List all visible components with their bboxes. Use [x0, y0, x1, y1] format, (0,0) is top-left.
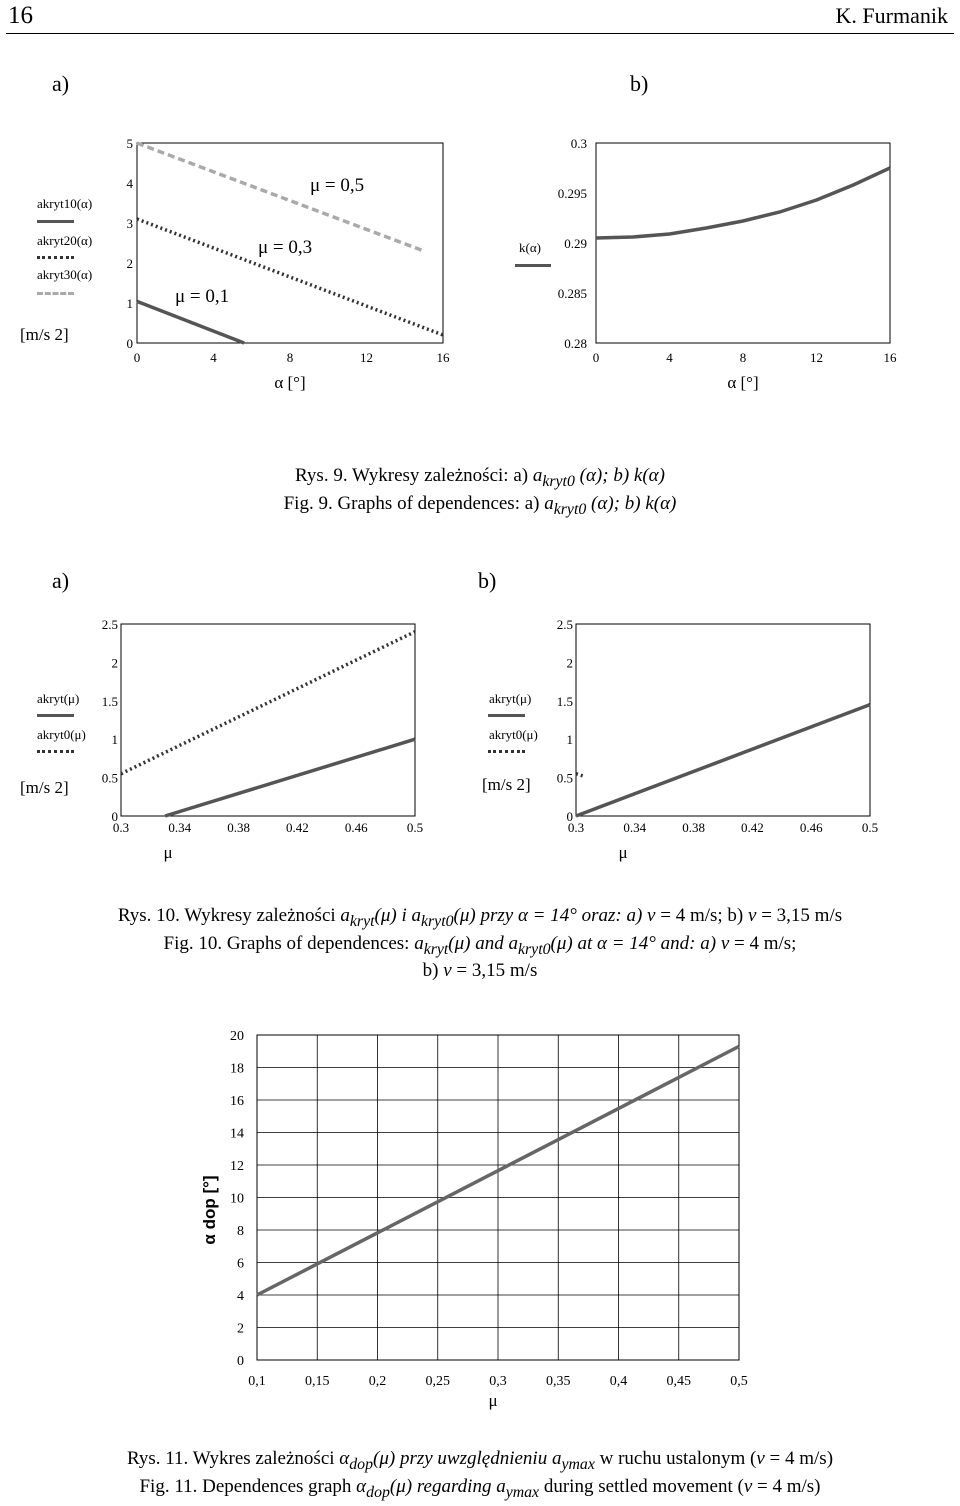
- fig9b-ytick-label: 0.295: [557, 186, 587, 201]
- fig9-caption-pl-mid: (α); b): [574, 465, 634, 486]
- fig9a-ytick-label: 4: [126, 176, 133, 191]
- fig10b-ytick-label: 0: [566, 809, 573, 824]
- c10en-r1: = 4 m/s;: [729, 933, 797, 954]
- fig9b-ytick-label: 0.3: [570, 136, 587, 151]
- legend-label-akryt10: akryt10(α): [37, 196, 93, 211]
- fig10b-xtick-label: 0.42: [741, 820, 764, 835]
- fig11-ytick-label: 6: [237, 1256, 244, 1272]
- fig9a-annotation: μ = 0,3: [258, 237, 313, 258]
- legend-label-akryt-a: akryt(μ): [37, 691, 80, 706]
- c11pl-t1: Rys. 11. Wykres zależności: [126, 1448, 340, 1469]
- fig9a-ytick-label: 3: [126, 216, 133, 231]
- c10en2-t1: b): [422, 960, 444, 981]
- fig11-ytick-label: 14: [230, 1126, 244, 1142]
- fig9a-y-unit-text: [m/s 2]: [20, 325, 69, 344]
- fig10a-ytick-label: 1: [111, 732, 118, 748]
- fig9b-xtick-label: 8: [739, 350, 747, 365]
- c11pl-v: v: [756, 1448, 765, 1469]
- fig10b-series-1-line: [576, 774, 583, 776]
- fig9b-x-axis-label: α [°]: [727, 373, 759, 392]
- c11pl-ys: ymax: [561, 1455, 595, 1473]
- fig9b-ytick-label: 0.29: [564, 236, 587, 251]
- c10en2-r: = 3,15 m/s: [451, 960, 538, 981]
- c11pl-r: w ruchu ustalonym (: [594, 1448, 757, 1469]
- legend-label-akryt0-a: akryt0(μ): [37, 727, 86, 742]
- fig9a-annotation: μ = 0,1: [175, 286, 230, 307]
- fig11-y-label-text: α dop [°]: [200, 1175, 219, 1245]
- fig10a-xtick-label: 0.5: [406, 820, 424, 835]
- c11en-a: α: [356, 1476, 367, 1497]
- fig9-caption-en-k: k(α): [645, 493, 677, 514]
- fig10a-series-0-line: [165, 739, 415, 816]
- fig9a-xtick-label: 4: [210, 350, 217, 365]
- fig9b-xtick-label: 12: [810, 350, 823, 365]
- fig10b-x-axis-label: μ: [618, 843, 628, 862]
- fig9a-xtick-label: 0: [133, 350, 141, 365]
- fig9a-xtick-label: 12: [360, 350, 373, 365]
- c11pl-ay: a: [551, 1448, 562, 1469]
- c11en-v: v: [743, 1476, 753, 1497]
- c10pl-v2: v: [748, 905, 757, 926]
- fig10a-ytick-label: 0.5: [101, 770, 118, 786]
- fig11-xtick-label: 0,25: [425, 1374, 450, 1389]
- page-number: 16: [8, 2, 33, 29]
- fig11-ytick-label: 2: [237, 1321, 244, 1337]
- c10pl-s1: kryt: [349, 912, 375, 930]
- c10en-m2: (μ) at: [550, 933, 598, 954]
- fig10a-xtick-label: 0.42: [286, 820, 309, 835]
- c10en2-v: v: [443, 960, 452, 981]
- c10en-alpha: α = 14° and: a): [597, 933, 721, 954]
- c11pl-m: (μ) przy uwzględnieniu: [373, 1448, 552, 1469]
- fig10a-xtick-label: 0.34: [168, 820, 192, 835]
- c11pl-e: = 4 m/s): [764, 1448, 834, 1469]
- fig9-caption-pl-sub: kryt0: [542, 472, 575, 490]
- fig10a-ytick-label: 2.5: [101, 617, 118, 632]
- fig9-caption-en-prefix: Fig. 9. Graphs of dependences: a): [283, 493, 545, 514]
- fig9a-ytick-label: 5: [126, 136, 133, 151]
- fig11-xtick-label: 0,15: [305, 1374, 330, 1389]
- legend-label-akryt-b: akryt(μ): [489, 691, 532, 706]
- fig9a-xtick-label: 16: [436, 350, 450, 365]
- fig11-ytick-label: 10: [230, 1191, 244, 1207]
- fig9a-ytick-label: 0: [126, 336, 133, 351]
- c10pl-s2: kryt0: [421, 912, 454, 930]
- fig9-caption-en-a: a: [544, 493, 554, 514]
- fig9-caption-pl-prefix: Rys. 9. Wykresy zależności: a): [295, 465, 533, 486]
- fig10b-ytick-label: 2.5: [556, 617, 573, 632]
- c10en-s2: kryt0: [518, 940, 551, 958]
- fig10a-plot-frame: [121, 624, 415, 816]
- legend-label-akryt0-b: akryt0(μ): [489, 727, 538, 742]
- fig9a-annotation: μ = 0,5: [310, 175, 365, 196]
- fig10b-y-unit: [m/s 2]: [482, 775, 531, 794]
- fig9a-series-0-line: [137, 301, 244, 343]
- c11en-t1: Fig. 11. Dependences graph: [139, 1476, 357, 1497]
- fig10a-xtick-label: 0.38: [227, 820, 250, 835]
- c10pl-t1: Rys. 10. Wykresy zależności: [117, 905, 341, 926]
- fig9-caption-en-sub: kryt0: [553, 500, 587, 518]
- fig9b-xtick-label: 0: [592, 350, 600, 365]
- c11en-m: (μ) regarding: [389, 1476, 497, 1497]
- fig10a-y-unit: [m/s 2]: [20, 778, 69, 797]
- legend-label-k: k(α): [519, 240, 541, 255]
- fig10b-xtick-label: 0.3: [567, 820, 585, 835]
- c10pl-m2: (μ) przy: [453, 905, 518, 926]
- fig9-panel-a-letter: a): [52, 71, 70, 96]
- fig10b-series-0-line: [576, 705, 870, 816]
- fig9-caption-pl-a: a: [532, 465, 543, 486]
- fig11-x-axis-label: μ: [488, 1391, 498, 1410]
- fig10a-xtick-label: 0.46: [344, 820, 368, 835]
- fig11-xtick-label: 0,5: [730, 1374, 748, 1389]
- header-author: K. Furmanik: [835, 3, 948, 28]
- fig10b-xtick-label: 0.5: [861, 820, 879, 835]
- fig9b-series-0-line: [596, 168, 890, 238]
- c10en-m1: (μ) and: [448, 933, 509, 954]
- fig11-ytick-label: 8: [237, 1224, 244, 1239]
- fig9-caption-pl-k: k(α): [633, 465, 665, 486]
- c10pl-r2: = 3,15 m/s: [756, 905, 843, 926]
- fig9b-ytick-label: 0.28: [564, 336, 587, 351]
- fig9b-ytick-label: 0.285: [557, 286, 587, 301]
- c10pl-r1: = 4 m/s; b): [655, 905, 749, 926]
- fig10a-xtick-label: 0.3: [112, 820, 130, 835]
- fig9a-xtick-label: 8: [286, 350, 294, 365]
- c11pl-s: dop: [349, 1455, 374, 1473]
- fig10-panel-a-letter: a): [52, 568, 70, 593]
- fig9a-x-axis-label: α [°]: [274, 373, 306, 392]
- fig10b-ytick-label: 1: [566, 732, 573, 748]
- fig11-ytick-label: 16: [230, 1094, 244, 1109]
- legend-label-akryt20: akryt20(α): [37, 233, 93, 248]
- c11en-e: = 4 m/s): [752, 1476, 821, 1497]
- c11en-r: during settled movement (: [539, 1476, 744, 1497]
- fig11-xtick-label: 0,2: [368, 1374, 387, 1389]
- fig11-ytick-label: 4: [237, 1289, 244, 1304]
- c11en-ys: ymax: [505, 1483, 540, 1501]
- fig10b-xtick-label: 0.34: [623, 820, 647, 835]
- fig9-panel-b-letter: b): [630, 71, 649, 96]
- fig11-ytick-label: 18: [230, 1061, 244, 1077]
- fig11-ytick-label: 0: [237, 1354, 244, 1369]
- fig10b-ytick-label: 2: [566, 655, 573, 671]
- c10en-s1: kryt: [423, 940, 449, 958]
- fig10b-ytick-label: 1.5: [556, 693, 573, 709]
- c11en-ay: a: [496, 1476, 506, 1497]
- c10pl-m1: (μ) i: [374, 905, 412, 926]
- c10en-a1: a: [414, 933, 424, 954]
- fig11-xtick-label: 0,45: [666, 1374, 691, 1389]
- fig10b-xtick-label: 0.46: [799, 820, 823, 835]
- fig9b-plot-frame: [596, 143, 890, 343]
- c10pl-alpha: α = 14° oraz: a): [517, 905, 648, 926]
- fig10a-ytick-label: 1.5: [101, 693, 118, 709]
- c11pl-a: α: [339, 1448, 350, 1469]
- fig9a-ytick-label: 1: [126, 296, 133, 311]
- fig11-ytick-label: 12: [230, 1159, 244, 1174]
- fig9-caption-en-mid: (α); b): [586, 493, 646, 514]
- c11en-s: dop: [366, 1483, 390, 1501]
- fig9b-xtick-label: 16: [883, 350, 897, 365]
- c10pl-v1: v: [647, 905, 656, 926]
- c10en-t1: Fig. 10. Graphs of dependences:: [163, 933, 415, 954]
- fig10b-ytick-label: 0.5: [556, 770, 573, 786]
- fig10a-x-axis-label: μ: [163, 843, 173, 862]
- c10pl-a2: a: [411, 905, 421, 926]
- fig11-xtick-label: 0,3: [489, 1374, 507, 1389]
- c10en-v1: v: [720, 933, 730, 954]
- fig9b-xtick-label: 4: [666, 350, 673, 365]
- fig10-panel-b-letter: b): [478, 568, 497, 593]
- fig9a-ytick-label: 2: [126, 256, 133, 271]
- fig10b-xtick-label: 0.38: [682, 820, 705, 835]
- fig11-xtick-label: 0,1: [248, 1374, 266, 1389]
- fig10a-ytick-label: 0: [111, 809, 118, 824]
- fig11-ytick-label: 20: [230, 1029, 244, 1044]
- c10en-a2: a: [508, 933, 518, 954]
- fig10a-ytick-label: 2: [111, 655, 118, 671]
- fig11-xtick-label: 0,4: [609, 1374, 628, 1389]
- legend-label-akryt30: akryt30(α): [37, 267, 93, 282]
- fig11-xtick-label: 0,35: [546, 1374, 571, 1389]
- c10pl-a1: a: [340, 905, 350, 926]
